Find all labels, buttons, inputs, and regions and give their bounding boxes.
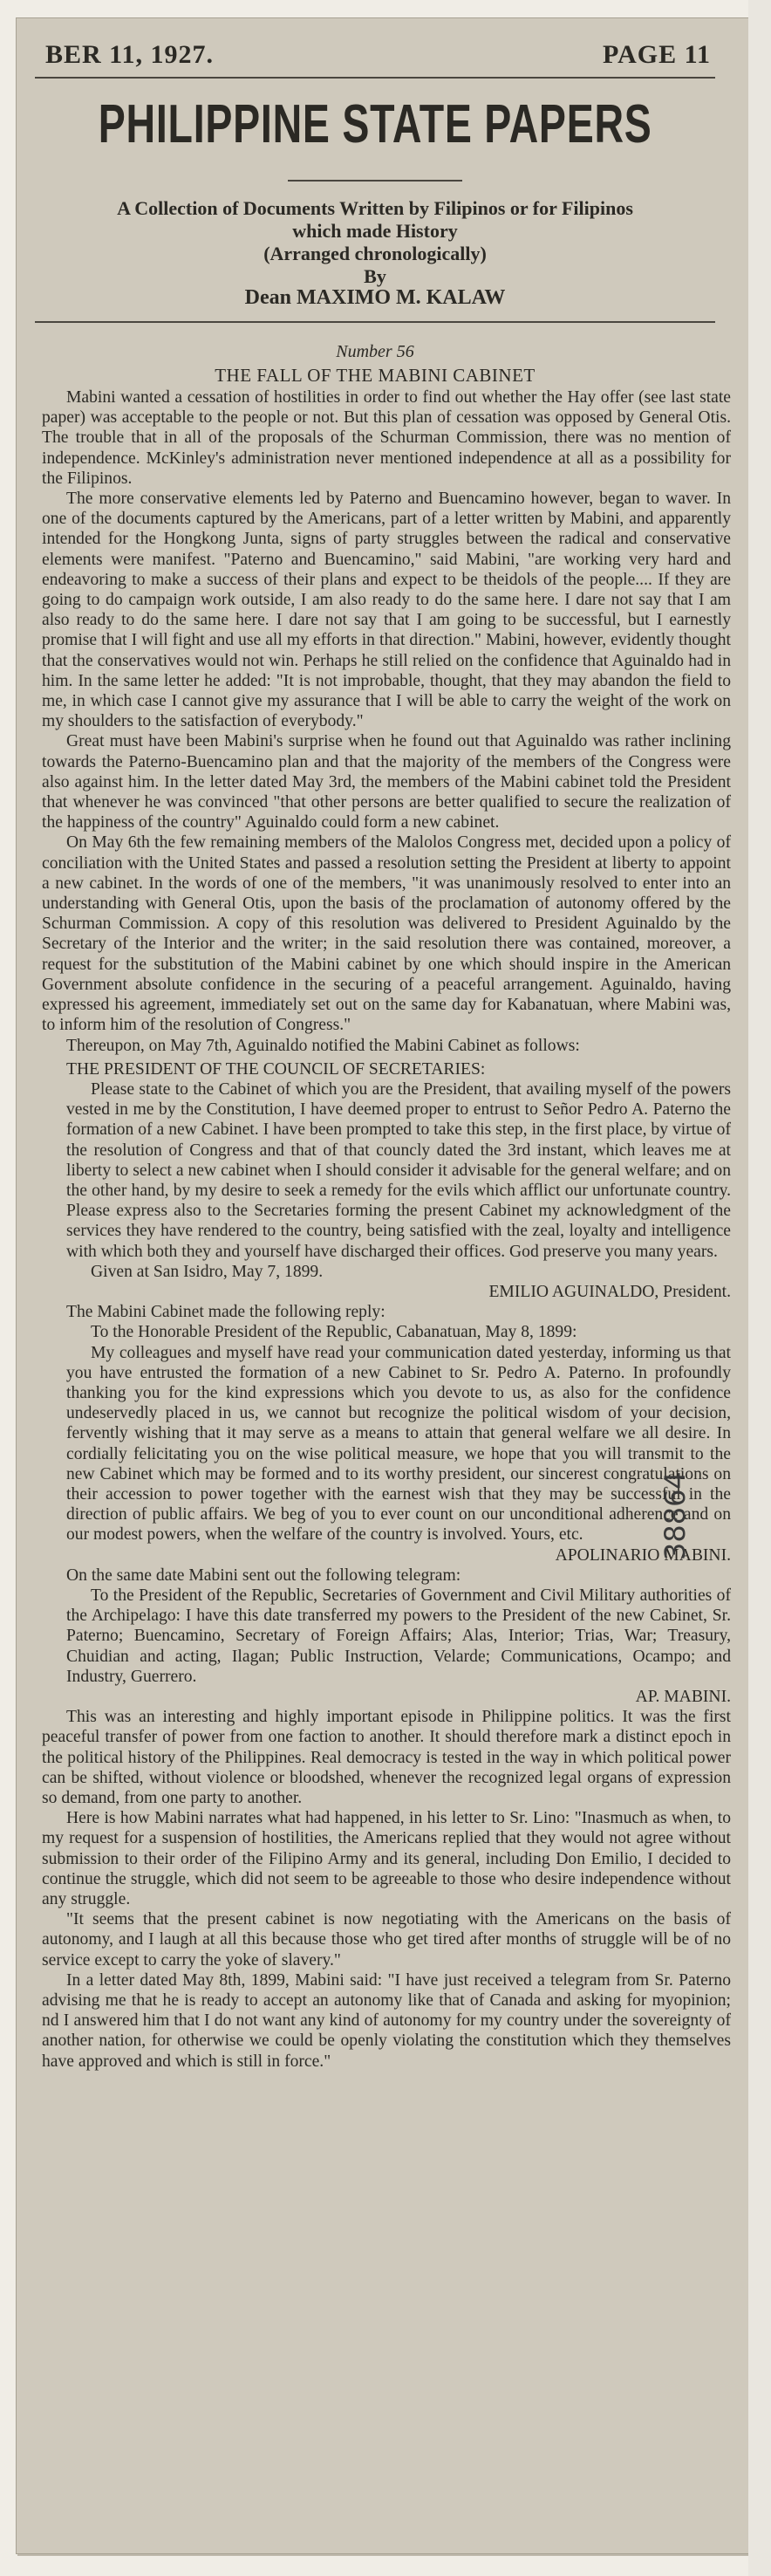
letter-signature: EMILIO AGUINALDO, President.	[488, 1282, 731, 1301]
stamp-number	[658, 1525, 692, 1560]
paragraph: Mabini wanted a cessation of hostilities in order to find out whether the Hay offer (see last state paper) was acceptable to the people or not. But this plan of cessation was opposed by General Otis. The trouble that in all of the proposals of the Schurman Commission, there was no mention of independence. McKinley's administration never mentioned independence at all as a possibility for the Filipinos.	[42, 388, 731, 488]
subtitle-rule	[35, 321, 715, 323]
paragraph: Here is how Mabini narrates what had happened, in his letter to Sr. Lino: "Inasmuch as when, to my request for a suspension of hostilities, the Americans replied that they would not agree without submission to their order of the Filipino Army and its general, including Don Emilio, I decided to continue the struggle, which did not seem to be agreeable to those who desire independence without any struggle.	[42, 1809, 731, 1909]
telegram-intro: On the same date Mabini sent out the following telegram:	[66, 1565, 461, 1585]
paragraph: Thereupon, on May 7th, Aguinaldo notified the Mabini Cabinet as follows:	[66, 1036, 580, 1055]
telegram-signature: AP. MABINI.	[635, 1688, 731, 1706]
letter-dateline: Given at San Isidro, May 7, 1899.	[91, 1262, 324, 1281]
letter-body: Please state to the Cabinet of which you are the President, that availing myself of the powers vested in me by the Constitution, I have deemed proper to entrust to Señor Pedro A. Paterno the formation of a new Cabinet. I have been prompted to take this step, in the first place, by virtue of the resolution of Congress and that of that councly dated the 3rd instant, which leaves me at liberty to select a new cabinet when I should consider it advisable for the general welfare; and on the other hand, by my desire to seek a remedy for the evils which afflict our unfortunate country. Please express also to the Secretaries forming the present Cabinet my acknowledgment of the services they have rendered to the country, being satisfied with the zeal, loyalty and intelligence with which both they and yourself have discharged their offices. God preserve you many years.	[66, 1079, 731, 1261]
subtitle-line: A Collection of Documents Written by Filipinos or for Filipinos	[117, 197, 633, 219]
handwritten-stamp	[693, 1508, 728, 1630]
header-date: BER 11, 1927.	[45, 40, 215, 69]
paragraph: This was an interesting and highly important episode in Philippine politics. It was the first peaceful transfer of power from one faction to another. It should therefore mark a distinct epoch in the political history of the Philippines. Real democracy is tested in the way in which political power can be shifted, without violence or bloodshed, whenever the recognized legal organs of expression so demand, from one party to another.	[42, 1708, 731, 1808]
subtitle-line: which made History	[292, 220, 458, 242]
title-rule	[288, 180, 462, 182]
page-header	[26, 24, 737, 77]
title-box	[35, 80, 715, 168]
page-title: PHILIPPINE STATE PAPERS	[98, 93, 652, 154]
reply-signature: APOLINARIO MABINI.	[555, 1545, 731, 1565]
paragraph: In a letter dated May 8th, 1899, Mabini said: "I have just received a telegram from Sr. Paterno advising me that he is ready to accept an autonomy like that of Canada and asking for myopinion; nd I answered him that I do not want any kind of autonomy for my country under the sovereignty of another nation, for otherwise we could be openly violating the constitution which they themselves have approved and which is still in force."	[42, 1970, 731, 2071]
subtitle-line: (Arranged chronologically)	[263, 243, 487, 264]
article-body	[42, 387, 731, 2072]
paragraph: On May 6th the few remaining members of the Malolos Congress met, decided upon a policy of conciliation with the United States and passed a resolution setting the President at liberty to appoint a new cabinet. In the words of one of the members, "it was unanimously resolved to enter into an understanding with General Otis, upon the basis of the proclamation of autonomy offered by the Schurman Commission. A copy of this resolution was delivered to President Aguinaldo by the Secretary of the Interior and the writer; in the said resolution there was contained, moreover, a request for the substitution of the Mabini cabinet by one which should inspire in the American Government absolute confidence in the securing of a peaceful arrangement. Aguinaldo, having expressed his agreement, immediately set out on the same day for Kabanatuan, where Mabini was, to inform him of the resolution of Congress."	[42, 833, 731, 1035]
telegram-body: To the President of the Republic, Secretaries of Government and Civil Military authorities of the Archipelago: I have this date transferred my powers to the President of the new Cabinet, Sr. Paterno; Buencamino, Secretary of Foreign Affairs; Alas, Interior; Trias, War; Treasury, Chuidian and acting, Ilagan; Public Instruction, Velarde; Communications, Ocampo; and Industry, Guerrero.	[66, 1586, 731, 1686]
author-name: Dean MAXIMO M. KALAW	[244, 286, 506, 309]
letter-heading: THE PRESIDENT OF THE COUNCIL OF SECRETARIES:	[66, 1059, 486, 1079]
article-heading: THE FALL OF THE MABINI CABINET	[215, 365, 536, 386]
subtitle-line: By	[364, 265, 386, 287]
paragraph: The more conservative elements led by Paterno and Buencamino however, began to waver. In one of the documents captured by the Americans, part of a letter written by Mabini, and apparently intended for the Hongkong Junta, signs of party struggles between the radical and conservative elements were manifest. "Paterno and Buencamino," said Mabini, "are working very hard and endeavoring to make a success of their plans and expect to be theidols of the people.... If they are going to do campaign work outside, I am also ready to do the same here. I dare not say that I am also ready to do the same here. I dare not say that I am going to be successful, but I earnestly promise that I will fight and use all my efforts in that direction." Mabini, however, evidently thought that the conservatives would not win. Perhaps he still relied on the confidence that Aguinaldo had in him. In the same letter he added: "It is not improbable, thought, that they may abandon the field to me, in which case I cannot give my assurance that I will be able to carry the weight of the work on my shoulders to the satisfaction of everybody."	[42, 490, 731, 731]
page-edge	[748, 0, 771, 2576]
paragraph: Great must have been Mabini's surprise when he found out that Aguinaldo was rather inclining towards the Paterno-Buencamino plan and that the majority of the members of the Congress were also against him. In the letter dated May 3rd, the members of the Mabini cabinet told the President that whenever he was convinced "that other persons are better qualified to secure the realization of the happiness of the country" Aguinaldo could form a new cabinet.	[42, 732, 731, 832]
header-page-number: PAGE 11	[603, 40, 711, 69]
article-number: Number 56	[336, 342, 414, 361]
top-rule	[35, 77, 715, 79]
reply-body: My colleagues and myself have read your communication dated yesterday, informing us that you have entrusted the formation of a new Cabinet to Sr. Pedro A. Paterno. In profoundly thanking you for the kind expressions which you devote to us, as also for the confidence undeservedly placed in us, we cannot but recognize the political wisdom of your decision, fervently wishing that it may serve as a means to attain that general welfare we all desire. In cordially felicitating you on the wise political measure, we hope that you will transmit to the new Cabinet which may be formed and to its worthy president, our sincerest congratulations on their accession to power together with the earnest wish that they may be successful in the direction of public affairs. We beg of you to ever count on our unconditional adherence and on our modest powers, when the welfare of the country is involved. Yours, etc.	[66, 1343, 731, 1545]
reply-address: To the Honorable President of the Republic, Cabanatuan, May 8, 1899:	[91, 1323, 577, 1342]
paragraph: "It seems that the present cabinet is now negotiating with the Americans on the basis of autonomy, and I laugh at all this because those who get tired after months of struggle will be of no service except to carry the yoke of slavery."	[42, 1910, 731, 1970]
reply-intro: The Mabini Cabinet made the following reply:	[66, 1303, 386, 1322]
